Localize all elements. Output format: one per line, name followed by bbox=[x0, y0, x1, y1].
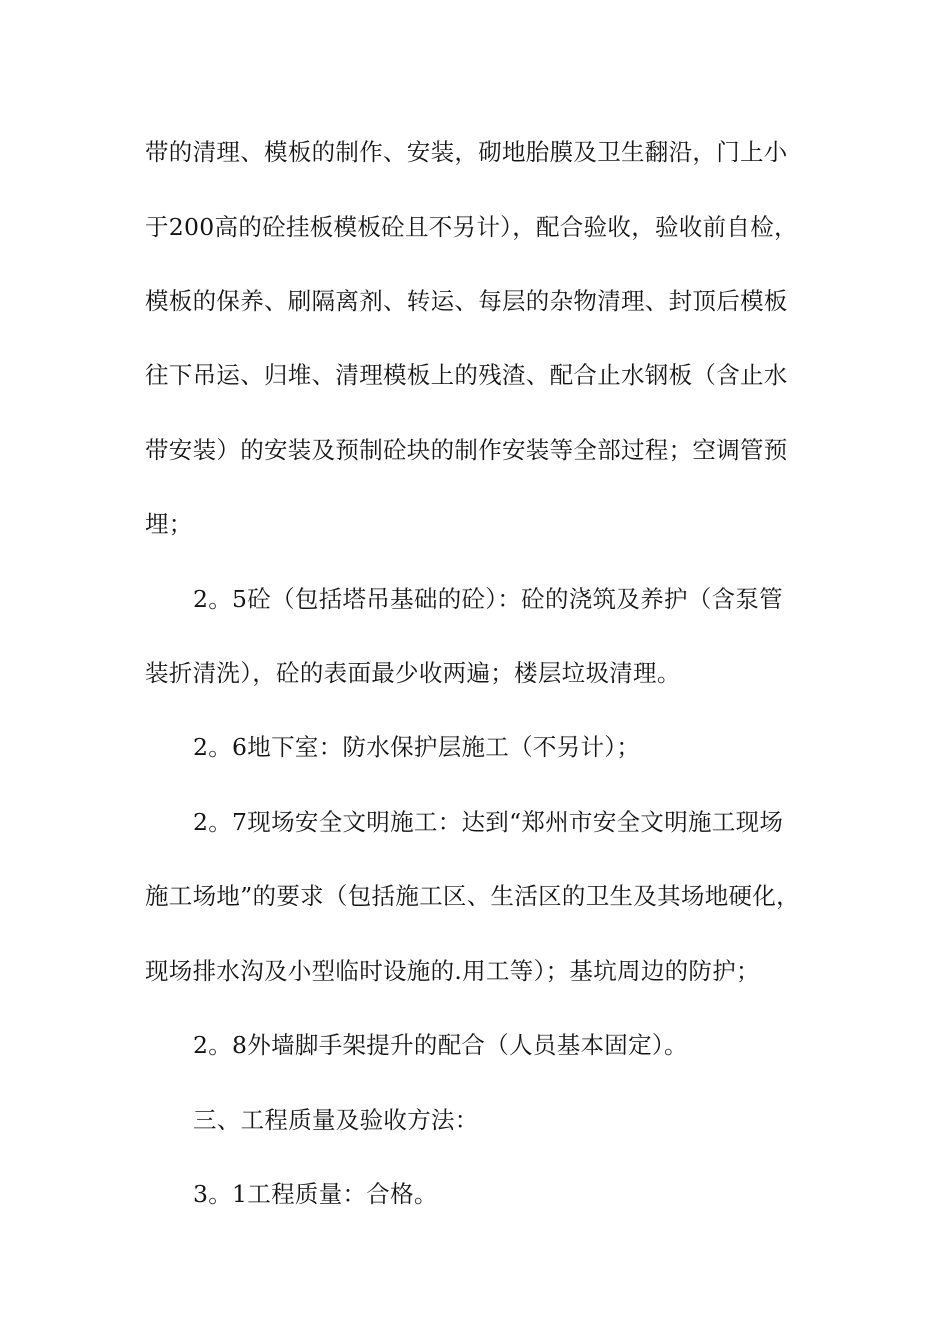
body-text-line: 往下吊运、归堆、清理模板上的残渣、配合止水钢板（含止水 bbox=[145, 361, 788, 389]
section-2-6-line: 2。6地下室：防水保护层施工（不另计）； bbox=[193, 733, 641, 761]
body-text-line: 带的清理、模板的制作、安装，砌地胎膜及卫生翻沿，门上小 bbox=[145, 138, 788, 166]
body-text-line: 于200高的砼挂板模板砼且不另计），配合验收，验收前自检， bbox=[145, 213, 798, 241]
body-text-line: 现场排水沟及小型临时设施的.用工等）；基坑周边的防护； bbox=[145, 957, 760, 985]
section-2-8-line: 2。8外墙脚手架提升的配合（人员基本固定）。 bbox=[193, 1031, 688, 1059]
body-text-line: 装折清洗），砼的表面最少收两遍；楼层垃圾清理。 bbox=[145, 659, 681, 687]
body-text-line: 模板的保养、刷隔离剂、转运、每层的杂物清理、封顶后模板 bbox=[145, 287, 788, 315]
body-text-line: 施工场地”的要求（包括施工区、生活区的卫生及其场地硬化， bbox=[145, 882, 800, 910]
section-2-5-line: 2。5砼（包括塔吊基础的砼）：砼的浇筑及养护（含泵管 bbox=[193, 585, 783, 613]
section-heading-3: 三、工程质量及验收方法： bbox=[193, 1106, 479, 1134]
section-3-1-line: 3。1工程质量：合格。 bbox=[193, 1180, 438, 1208]
section-2-7-line: 2。7现场安全文明施工：达到“郑州市安全文明施工现场 bbox=[193, 808, 784, 836]
body-text-line: 带安装）的安装及预制砼块的制作安装等全部过程；空调管预 bbox=[145, 436, 788, 464]
body-text-line: 埋； bbox=[145, 510, 193, 538]
